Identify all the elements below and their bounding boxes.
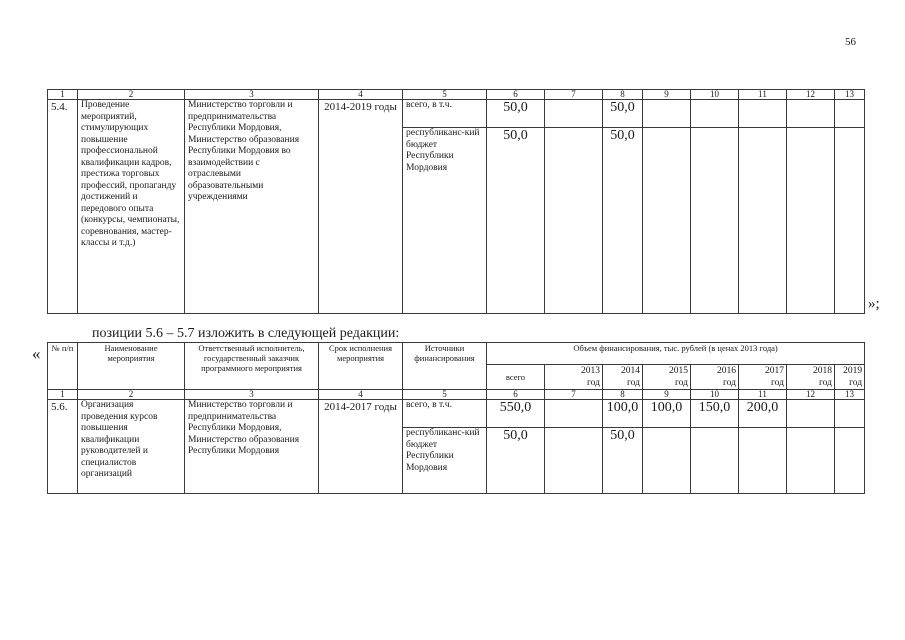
funding-2014: 50,0 [603,128,643,314]
empty-cell [691,128,739,314]
header-year [603,365,643,390]
funding-year-value [739,428,787,494]
funding-year-value [835,400,865,428]
funding-source: республиканс-кий бюджет Республики Мордовия [403,128,487,314]
row-number: 5.6. [48,400,78,494]
funding-year-value: 100,0 [643,400,691,428]
page-number: 56 [845,36,856,48]
header-year [835,365,865,390]
empty-cell [643,128,691,314]
funding-year-value [545,428,603,494]
column-number: 13 [835,90,865,100]
column-number: 1 [48,390,78,400]
column-number: 11 [739,390,787,400]
program-table-continuation [47,89,865,314]
empty-cell [691,100,739,128]
year-word: год [627,378,640,388]
closing-quote-mark: »; [868,296,880,312]
funding-year-value [643,428,691,494]
header-source: Источники финансирования [403,343,487,390]
year-label: 2013 [581,366,600,376]
year-label: 2017 [765,366,784,376]
column-number: 13 [835,390,865,400]
empty-cell [787,128,835,314]
header-executor: Ответственный исполнитель, государственный заказчик программного мероприятия [185,343,319,390]
measure-name: Проведение мероприятий, стимулирующих повышение профессиональной квалификации кадров, престижа торговых профессий, пропаганду достижений и передового опыта (конкурсы, чемпионаты, соревнования, мастер-классы и т.д.) [78,100,185,314]
executor: Министерство торговли и предпринимательства Республики Мордовия, Министерство образования Республики Мордовия [185,400,319,494]
column-number: 9 [643,390,691,400]
funding-2013 [545,128,603,314]
column-number: 12 [787,390,835,400]
year-word: год [771,378,784,388]
table-row [48,400,865,428]
funding-source: республиканс-кий бюджет Республики Мордовия [403,428,487,494]
empty-cell [835,128,865,314]
funding-year-value [545,400,603,428]
measure-name: Организация проведения курсов повышения квалификации руководителей и специалистов организаций [78,400,185,494]
empty-cell [787,100,835,128]
funding-year-value [787,428,835,494]
column-number: 8 [603,390,643,400]
header-volume: Объем финансирования, тыс. рублей (в ценах 2013 года) [487,343,865,365]
column-number: 11 [739,90,787,100]
empty-cell [835,100,865,128]
empty-cell [643,100,691,128]
column-number: 4 [319,390,403,400]
header-year [739,365,787,390]
year-word: год [675,378,688,388]
funding-source: всего, в т.ч. [403,400,487,428]
funding-total: 50,0 [487,100,545,128]
column-number: 10 [691,390,739,400]
empty-cell [739,100,787,128]
header-year [643,365,691,390]
funding-total: 50,0 [487,128,545,314]
column-number-row [48,390,865,400]
opening-quote-mark: « [32,344,41,363]
column-number: 9 [643,90,691,100]
column-number: 10 [691,90,739,100]
amendment-intro: позиции 5.6 – 5.7 изложить в следующей редакции: [92,326,400,341]
funding-year-value: 200,0 [739,400,787,428]
funding-2013 [545,100,603,128]
header-year [691,365,739,390]
column-number: 3 [185,90,319,100]
program-table-new-edition [47,342,865,494]
header-name: Наименование мероприятия [78,343,185,390]
table-row [48,100,865,128]
year-label: 2015 [669,366,688,376]
column-number: 5 [403,390,487,400]
column-number: 7 [545,390,603,400]
column-number: 7 [545,90,603,100]
year-word: год [723,378,736,388]
header-number: № п/п [48,343,78,390]
funding-2014: 50,0 [603,100,643,128]
empty-cell [739,128,787,314]
year-word: год [819,378,832,388]
year-label: 2016 [717,366,736,376]
header-period: Срок исполнения мероприятия [319,343,403,390]
header-total: всего [487,365,545,390]
period: 2014-2017 годы [319,400,403,494]
column-number: 1 [48,90,78,100]
executor: Министерство торговли и предпринимательства Республики Мордовия, Министерство образования Республики Мордовия во взаимодействии с отраслевыми образовательными учреждениями [185,100,319,314]
funding-year-value [691,428,739,494]
funding-year-value [787,400,835,428]
column-number: 6 [487,390,545,400]
header-year [545,365,603,390]
year-label: 2014 [621,366,640,376]
column-number: 2 [78,390,185,400]
year-word: год [587,378,600,388]
header-year [787,365,835,390]
funding-year-value [835,428,865,494]
funding-year-value: 50,0 [603,428,643,494]
column-number: 5 [403,90,487,100]
column-number: 3 [185,390,319,400]
funding-year-value: 100,0 [603,400,643,428]
funding-total: 50,0 [487,428,545,494]
funding-source: всего, в т.ч. [403,100,487,128]
column-number: 8 [603,90,643,100]
column-number-row [48,90,865,100]
period: 2014-2019 годы [319,100,403,314]
column-number: 6 [487,90,545,100]
column-number: 2 [78,90,185,100]
funding-year-value: 150,0 [691,400,739,428]
year-label: 2018 [813,366,832,376]
header-row [48,343,865,365]
row-number: 5.4. [48,100,78,314]
year-word: год [849,378,863,388]
funding-total: 550,0 [487,400,545,428]
column-number: 4 [319,90,403,100]
year-label: 2019 [843,366,863,376]
column-number: 12 [787,90,835,100]
